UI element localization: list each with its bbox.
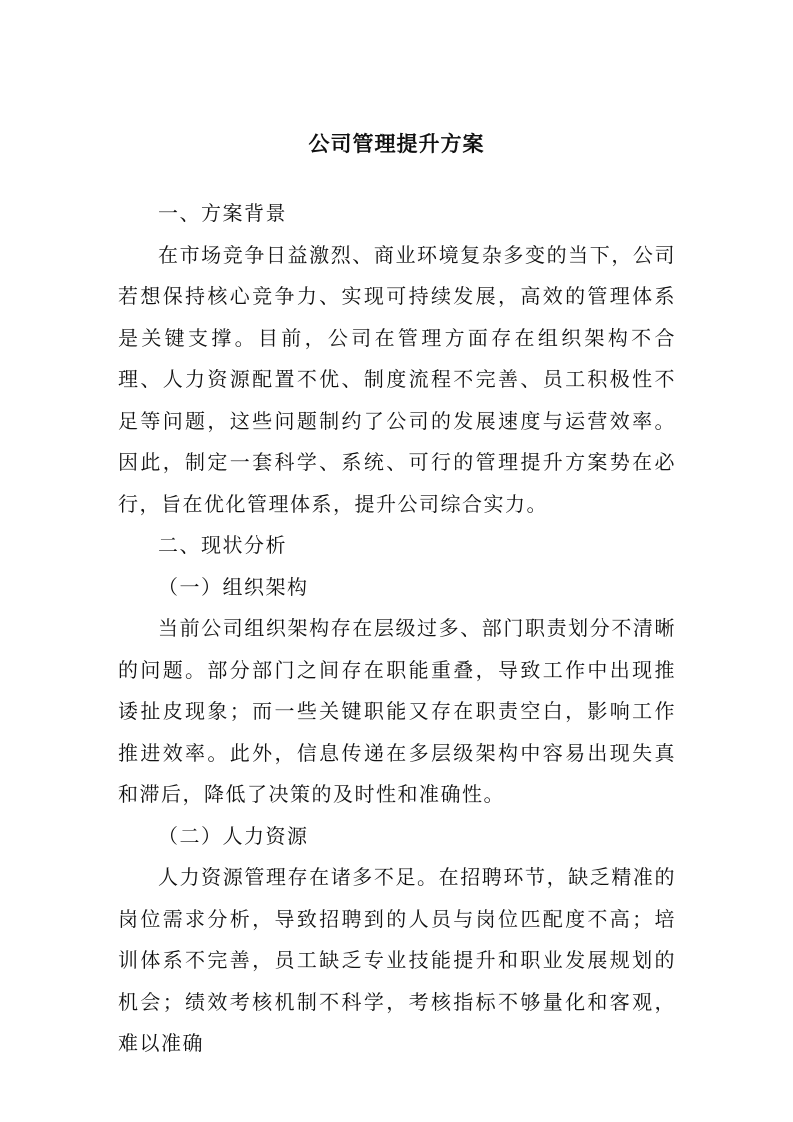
subsection-heading-organization: （一）组织架构 <box>158 574 309 599</box>
document-body <box>118 193 676 1065</box>
section-heading-status-analysis: 二、现状分析 <box>158 533 287 557</box>
subsection-heading-human-resources: （二）人力资源 <box>158 823 309 848</box>
paragraph-organization: 当前公司组织架构存在层级过多、部门职责划分不清晰的问题。部分部门之间存在职能重叠，导致工作中出现推诿扯皮现象；而一些关键职能又存在职责空白，影响工作推进效率。此外，信息传递在多层级架构中容易出现失真和滞后，降低了决策的及时性和准确性。 <box>118 616 676 806</box>
paragraph-human-resources: 人力资源管理存在诸多不足。在招聘环节，缺乏精准的岗位需求分析，导致招聘到的人员与岗位匹配度不高；培训体系不完善，员工缺乏专业技能提升和职业发展规划的机会；绩效考核机制不科学，考核指标不够量化和客观，难以准确 <box>118 865 676 1055</box>
paragraph-background: 在市场竞争日益激烈、商业环境复杂多变的当下，公司若想保持核心竞争力、实现可持续发展，高效的管理体系是关键支撑。目前，公司在管理方面存在组织架构不合理、人力资源配置不优、制度流程不完善、员工积极性不足等问题，这些问题制约了公司的发展速度与运营效率。因此，制定一套科学、系统、可行的管理提升方案势在必行，旨在优化管理体系，提升公司综合实力。 <box>118 242 676 516</box>
document-title: 公司管理提升方案 <box>308 131 485 156</box>
section-heading-background: 一、方案背景 <box>158 201 287 225</box>
